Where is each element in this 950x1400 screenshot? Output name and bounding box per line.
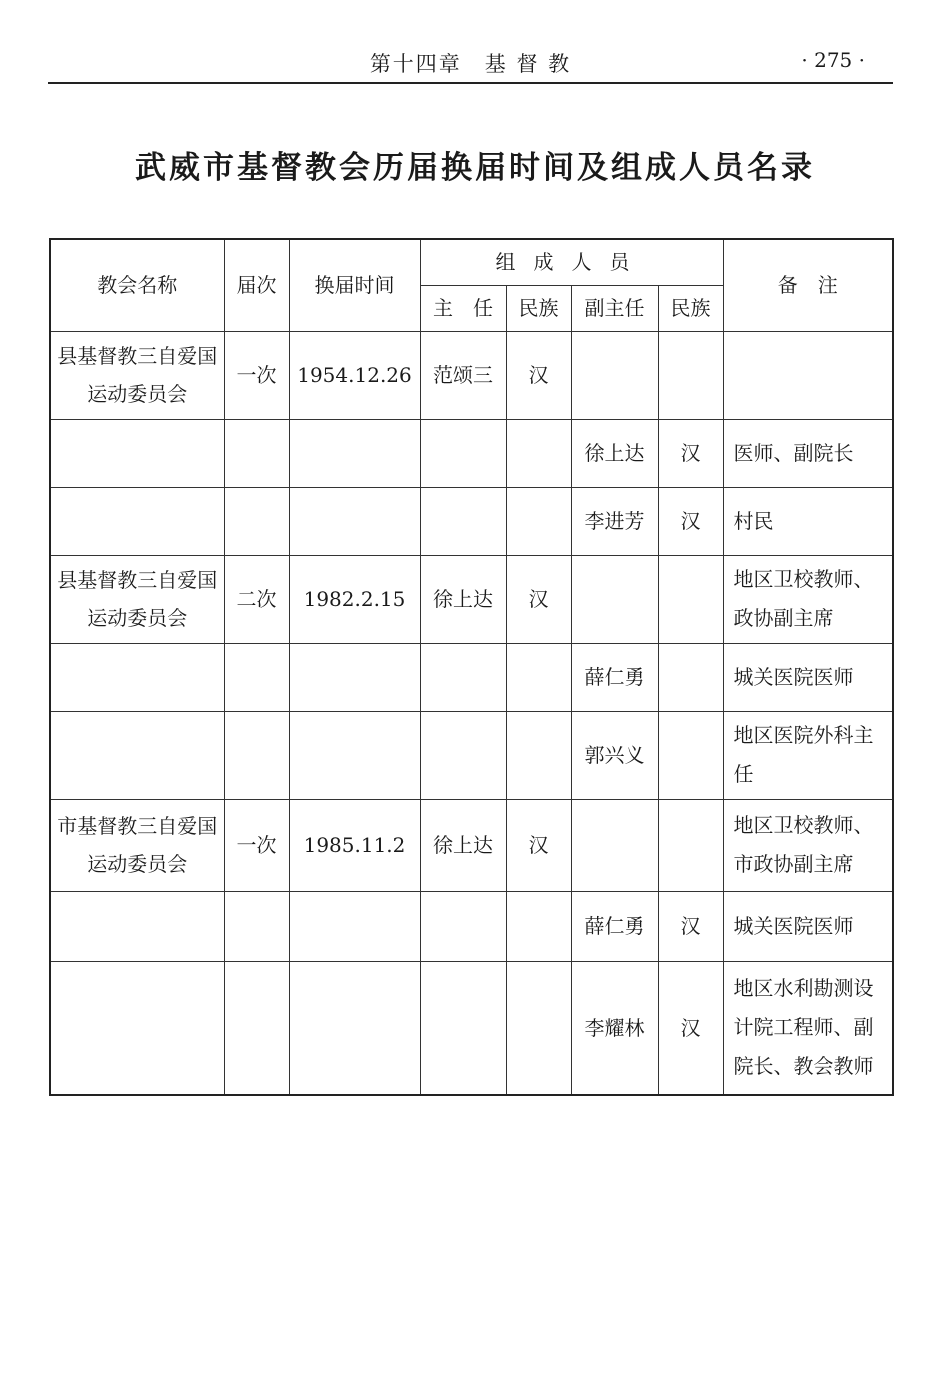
table-row bbox=[50, 799, 893, 891]
remarks: 城关医院医师 bbox=[723, 643, 893, 711]
session-date bbox=[289, 487, 420, 555]
deputy: 李耀林 bbox=[571, 961, 658, 1095]
director bbox=[420, 487, 506, 555]
church-name bbox=[50, 961, 224, 1095]
table-row bbox=[50, 419, 893, 487]
header-session: 届次 bbox=[224, 239, 289, 331]
remarks: 地区医院外科主任 bbox=[723, 711, 893, 799]
header-church-name: 教会名称 bbox=[50, 239, 224, 331]
church-name bbox=[50, 643, 224, 711]
session: 二次 bbox=[224, 555, 289, 643]
page-number: · 275 · bbox=[801, 48, 865, 72]
document-title: 武威市基督教会历届换届时间及组成人员名录 bbox=[135, 150, 815, 186]
director-ethnicity bbox=[506, 419, 571, 487]
running-header bbox=[48, 40, 893, 84]
session-date bbox=[289, 711, 420, 799]
church-name: 市基督教三自爱国运动委员会 bbox=[50, 799, 224, 891]
session bbox=[224, 711, 289, 799]
church-name: 县基督教三自爱国运动委员会 bbox=[50, 555, 224, 643]
table-row bbox=[50, 711, 893, 799]
church-name: 县基督教三自爱国运动委员会 bbox=[50, 331, 224, 419]
church-name bbox=[50, 487, 224, 555]
deputy: 徐上达 bbox=[571, 419, 658, 487]
header-date: 换届时间 bbox=[289, 239, 420, 331]
director: 范颂三 bbox=[420, 331, 506, 419]
roster-table bbox=[49, 238, 894, 1096]
director-ethnicity bbox=[506, 643, 571, 711]
deputy bbox=[571, 331, 658, 419]
remarks: 地区水利勘测设计院工程师、副院长、教会教师 bbox=[723, 961, 893, 1095]
session bbox=[224, 961, 289, 1095]
deputy: 薛仁勇 bbox=[571, 643, 658, 711]
director bbox=[420, 419, 506, 487]
session-date bbox=[289, 891, 420, 961]
remarks: 医师、副院长 bbox=[723, 419, 893, 487]
table-row bbox=[50, 643, 893, 711]
session-date: 1985.11.2 bbox=[289, 799, 420, 891]
deputy-ethnicity: 汉 bbox=[658, 961, 723, 1095]
deputy-ethnicity bbox=[658, 555, 723, 643]
session bbox=[224, 891, 289, 961]
church-name bbox=[50, 891, 224, 961]
director: 徐上达 bbox=[420, 799, 506, 891]
deputy-ethnicity bbox=[658, 711, 723, 799]
church-name bbox=[50, 419, 224, 487]
session: 一次 bbox=[224, 799, 289, 891]
session-date bbox=[289, 961, 420, 1095]
director bbox=[420, 643, 506, 711]
remarks bbox=[723, 331, 893, 419]
remarks: 地区卫校教师、政协副主席 bbox=[723, 555, 893, 643]
deputy-ethnicity bbox=[658, 799, 723, 891]
director-ethnicity: 汉 bbox=[506, 799, 571, 891]
director-ethnicity: 汉 bbox=[506, 555, 571, 643]
header-director: 主 任 bbox=[420, 285, 506, 331]
deputy-ethnicity bbox=[658, 643, 723, 711]
session bbox=[224, 487, 289, 555]
session bbox=[224, 643, 289, 711]
director bbox=[420, 711, 506, 799]
table-row bbox=[50, 961, 893, 1095]
header-deputy-ethnicity: 民族 bbox=[658, 285, 723, 331]
deputy-ethnicity bbox=[658, 331, 723, 419]
session bbox=[224, 419, 289, 487]
director-ethnicity: 汉 bbox=[506, 331, 571, 419]
director-ethnicity bbox=[506, 961, 571, 1095]
header-remarks: 备 注 bbox=[723, 239, 893, 331]
table-row bbox=[50, 555, 893, 643]
chapter-title: 第十四章 基 督 教 bbox=[369, 52, 572, 76]
header-deputy: 副主任 bbox=[571, 285, 658, 331]
session-date bbox=[289, 643, 420, 711]
session-date bbox=[289, 419, 420, 487]
deputy-ethnicity: 汉 bbox=[658, 891, 723, 961]
deputy: 李进芳 bbox=[571, 487, 658, 555]
church-name bbox=[50, 711, 224, 799]
director-ethnicity bbox=[506, 711, 571, 799]
table-row bbox=[50, 331, 893, 419]
deputy-ethnicity: 汉 bbox=[658, 419, 723, 487]
header-director-ethnicity: 民族 bbox=[506, 285, 571, 331]
deputy: 薛仁勇 bbox=[571, 891, 658, 961]
header-members: 组成人员 bbox=[420, 239, 723, 285]
deputy bbox=[571, 799, 658, 891]
session: 一次 bbox=[224, 331, 289, 419]
table-row bbox=[50, 891, 893, 961]
director bbox=[420, 961, 506, 1095]
director-ethnicity bbox=[506, 487, 571, 555]
director bbox=[420, 891, 506, 961]
remarks: 村民 bbox=[723, 487, 893, 555]
director-ethnicity bbox=[506, 891, 571, 961]
session-date: 1982.2.15 bbox=[289, 555, 420, 643]
remarks: 地区卫校教师、市政协副主席 bbox=[723, 799, 893, 891]
deputy-ethnicity: 汉 bbox=[658, 487, 723, 555]
table-row bbox=[50, 487, 893, 555]
session-date: 1954.12.26 bbox=[289, 331, 420, 419]
director: 徐上达 bbox=[420, 555, 506, 643]
deputy: 郭兴义 bbox=[571, 711, 658, 799]
remarks: 城关医院医师 bbox=[723, 891, 893, 961]
deputy bbox=[571, 555, 658, 643]
